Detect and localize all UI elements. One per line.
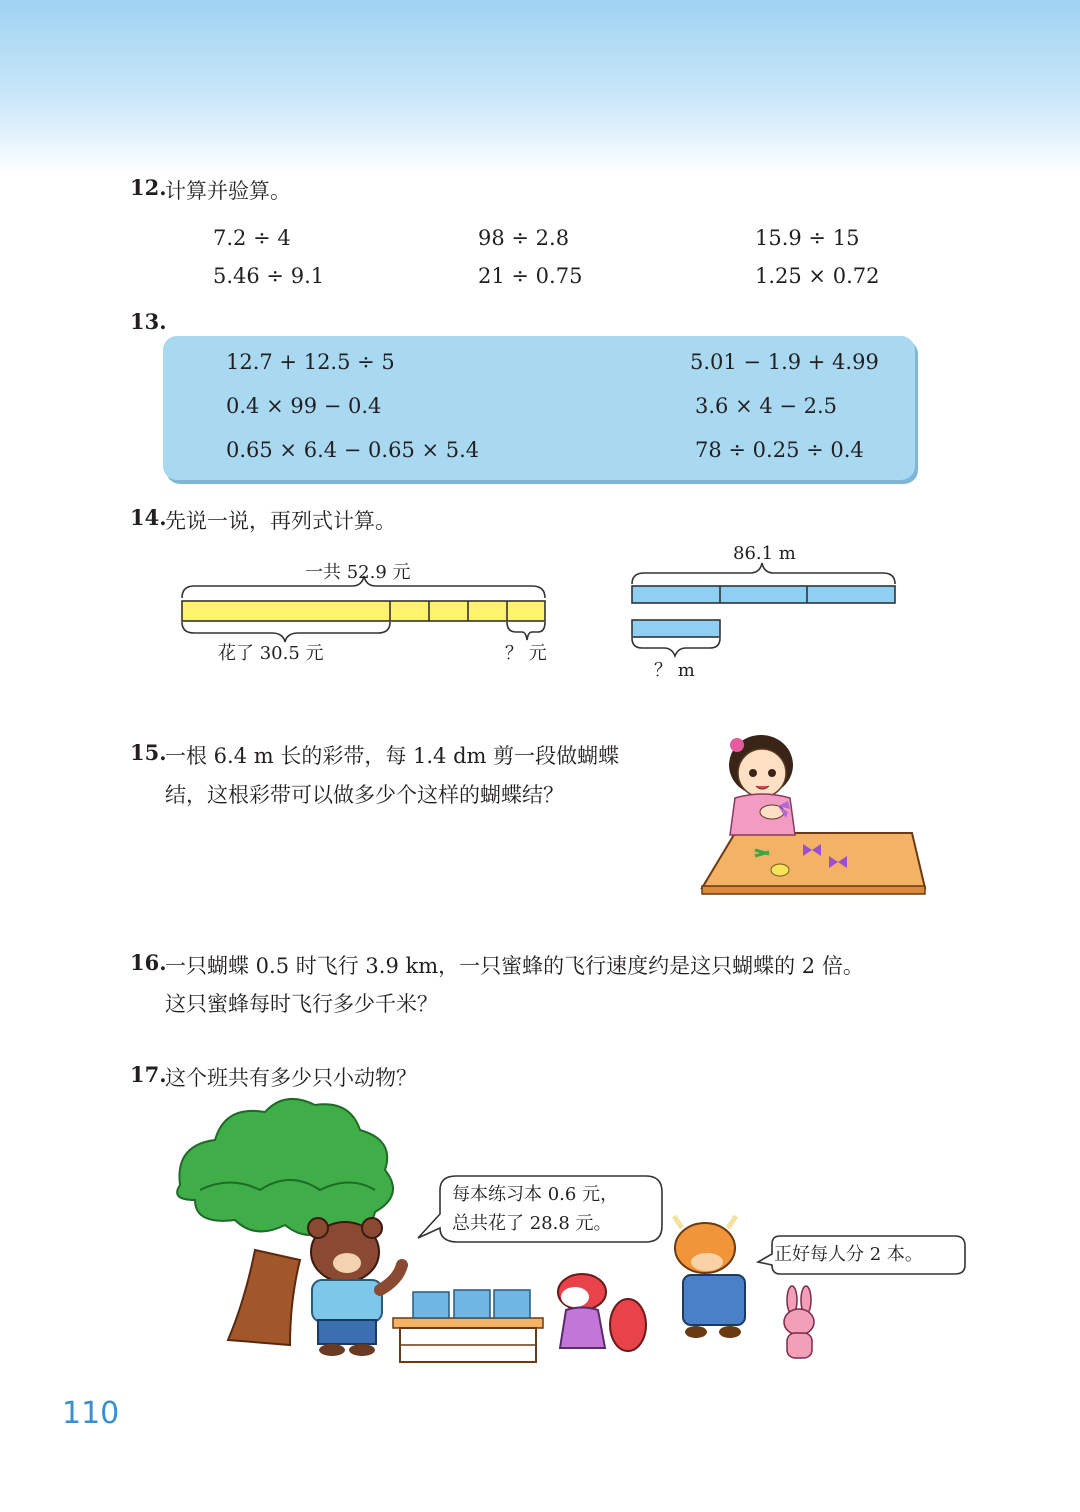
right-bar-short	[632, 620, 720, 637]
fox-tail	[610, 1299, 646, 1351]
bear-foot-right	[349, 1344, 375, 1356]
girl-eye-left	[749, 769, 757, 777]
right-unknown-brace	[632, 638, 720, 656]
tape-roll	[771, 864, 789, 876]
left-unknown-brace	[507, 622, 545, 640]
q12-expr-6: 1.25 × 0.72	[755, 264, 880, 288]
q16-line-2: 这只蜜蜂每时飞行多少千米？	[165, 992, 438, 1016]
q15-line-2: 结，这根彩带可以做多少个这样的蝴蝶结？	[165, 783, 564, 807]
q13-expr-5: 0.65 × 6.4 − 0.65 × 5.4	[226, 438, 480, 462]
page-number: 110	[62, 1396, 120, 1431]
q14-left-unknown-label: ？ 元	[505, 643, 547, 664]
q12-expr-5: 21 ÷ 0.75	[478, 264, 583, 288]
q12-text: 计算并验算。	[165, 179, 291, 203]
girl-face	[738, 749, 786, 797]
rabbit-head	[784, 1309, 814, 1335]
right-bar-long	[632, 586, 895, 603]
cow-overalls	[683, 1275, 745, 1325]
q12-expr-3: 15.9 ÷ 15	[755, 226, 860, 250]
q14-left-total-label: 一共 52.9 元	[305, 562, 411, 583]
q15-line-1: 一根 6.4 m 长的彩带，每 1.4 dm 剪一段做蝴蝶	[165, 744, 620, 768]
cow-foot-right	[719, 1326, 741, 1338]
q17-number: 17.	[130, 1062, 167, 1087]
bear-pants	[318, 1320, 376, 1344]
q14-number: 14.	[130, 505, 167, 530]
bear-ear-left	[308, 1218, 328, 1238]
q12-number: 12.	[130, 175, 167, 200]
notebook-stack-1	[413, 1292, 449, 1318]
fox-dress	[560, 1308, 605, 1349]
notebook-stack-2	[454, 1290, 490, 1318]
bear-muzzle	[333, 1253, 361, 1273]
bubble-1-line-2: 总共花了 28.8 元。	[452, 1213, 612, 1234]
q14-left-spent-label: 花了 30.5 元	[218, 643, 324, 664]
q17-text: 这个班共有多少只小动物？	[165, 1066, 417, 1090]
q13-expr-6: 78 ÷ 0.25 ÷ 0.4	[695, 438, 864, 462]
girl-hair-bow	[730, 738, 744, 752]
bear-foot-left	[319, 1344, 345, 1356]
girl-eye-right	[768, 769, 776, 777]
girl-hands	[760, 805, 784, 819]
q16-line-1: 一只蝴蝶 0.5 时飞行 3.9 km，一只蜜蜂的飞行速度约是这只蝴蝶的 2 倍。	[165, 954, 864, 978]
q12-expr-1: 7.2 ÷ 4	[213, 226, 291, 250]
cow-foot-left	[685, 1326, 707, 1338]
q15-number: 15.	[130, 740, 167, 765]
fox-face	[561, 1287, 589, 1307]
q12-expr-4: 5.46 ÷ 9.1	[213, 264, 325, 288]
tree-canopy	[177, 1099, 393, 1235]
tree-trunk	[228, 1250, 300, 1345]
rabbit-body	[787, 1333, 812, 1358]
bear-shirt	[312, 1280, 382, 1322]
q13-number: 13.	[130, 309, 167, 334]
q14-text: 先说一说，再列式计算。	[165, 509, 396, 533]
bear-arm-waving	[380, 1265, 402, 1290]
cow-muzzle	[691, 1253, 723, 1271]
q16-number: 16.	[130, 950, 167, 975]
craft-table-edge	[702, 886, 925, 894]
q13-expr-3: 0.4 × 99 − 0.4	[226, 394, 382, 418]
desk-top	[393, 1318, 543, 1328]
q14-right-unknown-label: ？ m	[654, 660, 695, 681]
bubble-2-text: 正好每人分 2 本。	[774, 1244, 923, 1265]
q12-expr-2: 98 ÷ 2.8	[478, 226, 570, 250]
q13-expr-2: 5.01 − 1.9 + 4.99	[690, 350, 879, 374]
bear-ear-right	[362, 1218, 382, 1238]
left-bar	[182, 601, 545, 621]
q13-expr-4: 3.6 × 4 − 2.5	[695, 394, 838, 418]
girl-cutting-ribbon-illustration	[702, 735, 925, 894]
bubble-1-line-1: 每本练习本 0.6 元，	[452, 1184, 619, 1205]
right-total-brace	[632, 563, 895, 584]
q14-right-total-label: 86.1 m	[733, 543, 796, 564]
craft-table	[702, 833, 925, 888]
notebook-stack-3	[494, 1290, 530, 1318]
q13-expr-1: 12.7 + 12.5 ÷ 5	[226, 350, 395, 374]
